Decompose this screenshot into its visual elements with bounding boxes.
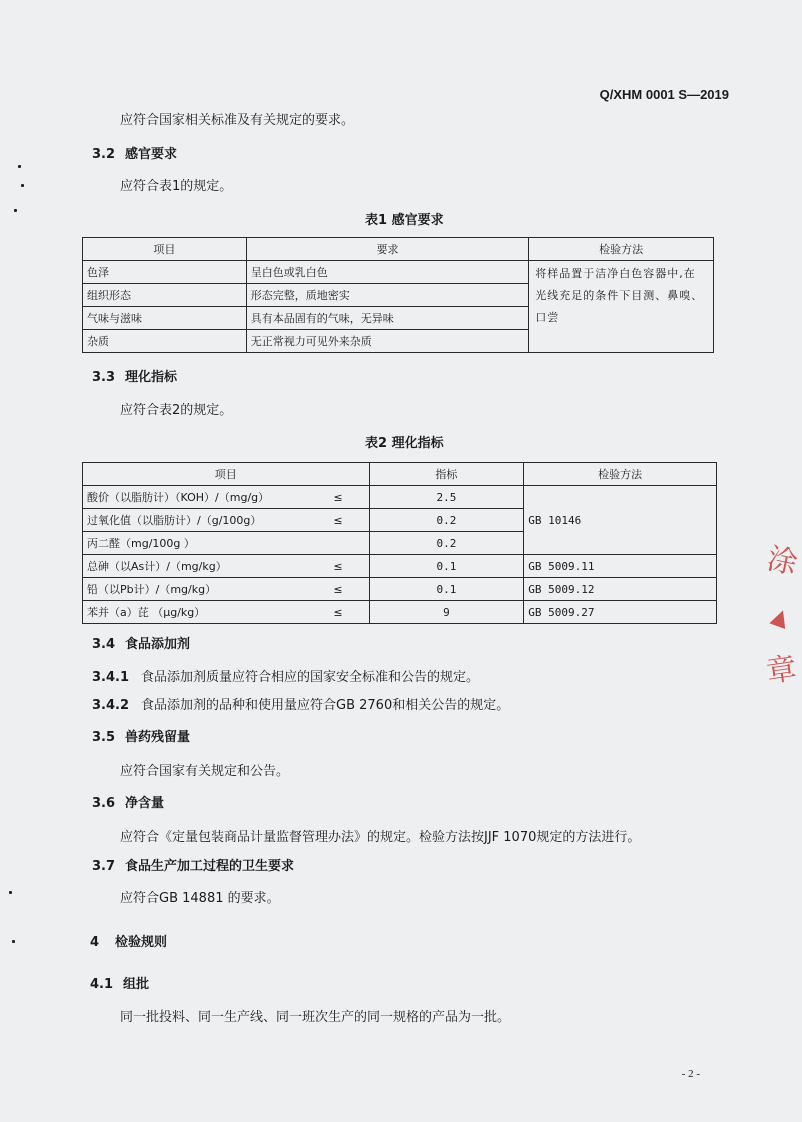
cell-method: GB 5009.27 (524, 601, 717, 624)
cell-operator: ≤ (312, 578, 369, 601)
header-cell: 项目 (83, 238, 247, 261)
table-caption: 表2 理化指标 (365, 436, 444, 451)
cell-requirement: 无正常视力可见外来杂质 (246, 330, 529, 353)
table-header-row (83, 463, 717, 486)
page-number: - 2 - (681, 1068, 700, 1080)
table-caption: 表1 感官要求 (365, 213, 444, 228)
red-seal-fragment: ▲ (768, 602, 793, 633)
cell-item: 酸价（以脂肪计）（KOH）/（mg/g） (83, 486, 313, 509)
red-seal-fragment: 章 (764, 651, 799, 690)
cell-method: GB 5009.12 (524, 578, 717, 601)
table-row (83, 555, 717, 578)
section-heading-3-3: 3.3 理化指标 (92, 370, 178, 385)
paragraph: 应符合表1的规定。 (120, 179, 233, 194)
cell-method: GB 10146 (524, 486, 717, 555)
cell-method: 将样品置于洁净白色容器中,在光线充足的条件下目测、鼻嗅、口尝 (529, 261, 714, 353)
table-row (83, 486, 717, 509)
cell-method: GB 5009.11 (524, 555, 717, 578)
section-heading-3-4: 3.4 食品添加剂 (92, 637, 191, 652)
paragraph: 应符合表2的规定。 (120, 403, 233, 418)
cell-operator: ≤ (312, 486, 369, 509)
clause-3-4-2: 3.4.2 食品添加剂的品种和使用量应符合GB 2760和相关公告的规定。 (92, 698, 510, 713)
cell-operator: ≤ (312, 509, 369, 532)
cell-requirement: 呈白色或乳白色 (246, 261, 529, 284)
cell-item: 总砷（以As计）/（mg/kg） (83, 555, 313, 578)
paragraph: 同一批投料、同一生产线、同一班次生产的同一规格的产品为一批。 (120, 1010, 511, 1025)
section-heading-3-5: 3.5 兽药残留量 (92, 730, 191, 745)
table-row (83, 261, 714, 284)
cell-item: 气味与滋味 (83, 307, 247, 330)
cell-item: 组织形态 (83, 284, 247, 307)
scan-speck (18, 165, 21, 168)
section-heading-4: 4 检验规则 (90, 935, 168, 950)
table-row (83, 578, 717, 601)
cell-value: 0.2 (369, 532, 524, 555)
cell-value: 0.1 (369, 578, 524, 601)
physicochemical-table (82, 462, 717, 624)
section-heading-4-1: 4.1 组批 (90, 977, 150, 992)
section-heading-3-6: 3.6 净含量 (92, 796, 165, 811)
scan-speck (14, 209, 17, 212)
cell-requirement: 形态完整，质地密实 (246, 284, 529, 307)
scan-speck (12, 940, 15, 943)
table-header-row (83, 238, 714, 261)
header-cell: 指标 (369, 463, 524, 486)
paragraph: 应符合国家有关规定和公告。 (120, 764, 290, 779)
cell-value: 9 (369, 601, 524, 624)
cell-value: 2.5 (369, 486, 524, 509)
cell-item: 杂质 (83, 330, 247, 353)
section-heading-3-2: 3.2 感官要求 (92, 147, 178, 162)
clause-3-4-1: 3.4.1 食品添加剂质量应符合相应的国家安全标准和公告的规定。 (92, 670, 480, 685)
header-cell: 项目 (83, 463, 370, 486)
sensory-table (82, 237, 714, 353)
cell-item: 苯并（a）芘 （μg/kg） (83, 601, 313, 624)
cell-value: 0.2 (369, 509, 524, 532)
header-cell: 检验方法 (524, 463, 717, 486)
cell-operator: ≤ (312, 601, 369, 624)
paragraph: 应符合国家相关标准及有关规定的要求。 (120, 113, 355, 128)
red-seal-fragment: 涂 (763, 541, 801, 582)
document-code: Q/XHM 0001 S—2019 (599, 87, 729, 102)
paragraph: 应符合《定量包装商品计量监督管理办法》的规定。检验方法按JJF 1070规定的方法进行。 (120, 830, 641, 845)
scan-speck (21, 184, 24, 187)
cell-item: 色泽 (83, 261, 247, 284)
header-cell: 要求 (246, 238, 529, 261)
header-cell: 检验方法 (529, 238, 714, 261)
section-heading-3-7: 3.7 食品生产加工过程的卫生要求 (92, 859, 295, 874)
table-row (83, 601, 717, 624)
cell-requirement: 具有本品固有的气味，无异味 (246, 307, 529, 330)
paragraph: 应符合GB 14881 的要求。 (120, 891, 280, 906)
cell-item: 丙二醛（mg/100g ） (83, 532, 313, 555)
cell-item: 铅（以Pb计）/（mg/kg） (83, 578, 313, 601)
scan-speck (9, 891, 12, 894)
cell-value: 0.1 (369, 555, 524, 578)
cell-operator: ≤ (312, 555, 369, 578)
cell-item: 过氧化值（以脂肪计）/（g/100g） (83, 509, 313, 532)
cell-operator (312, 532, 369, 555)
